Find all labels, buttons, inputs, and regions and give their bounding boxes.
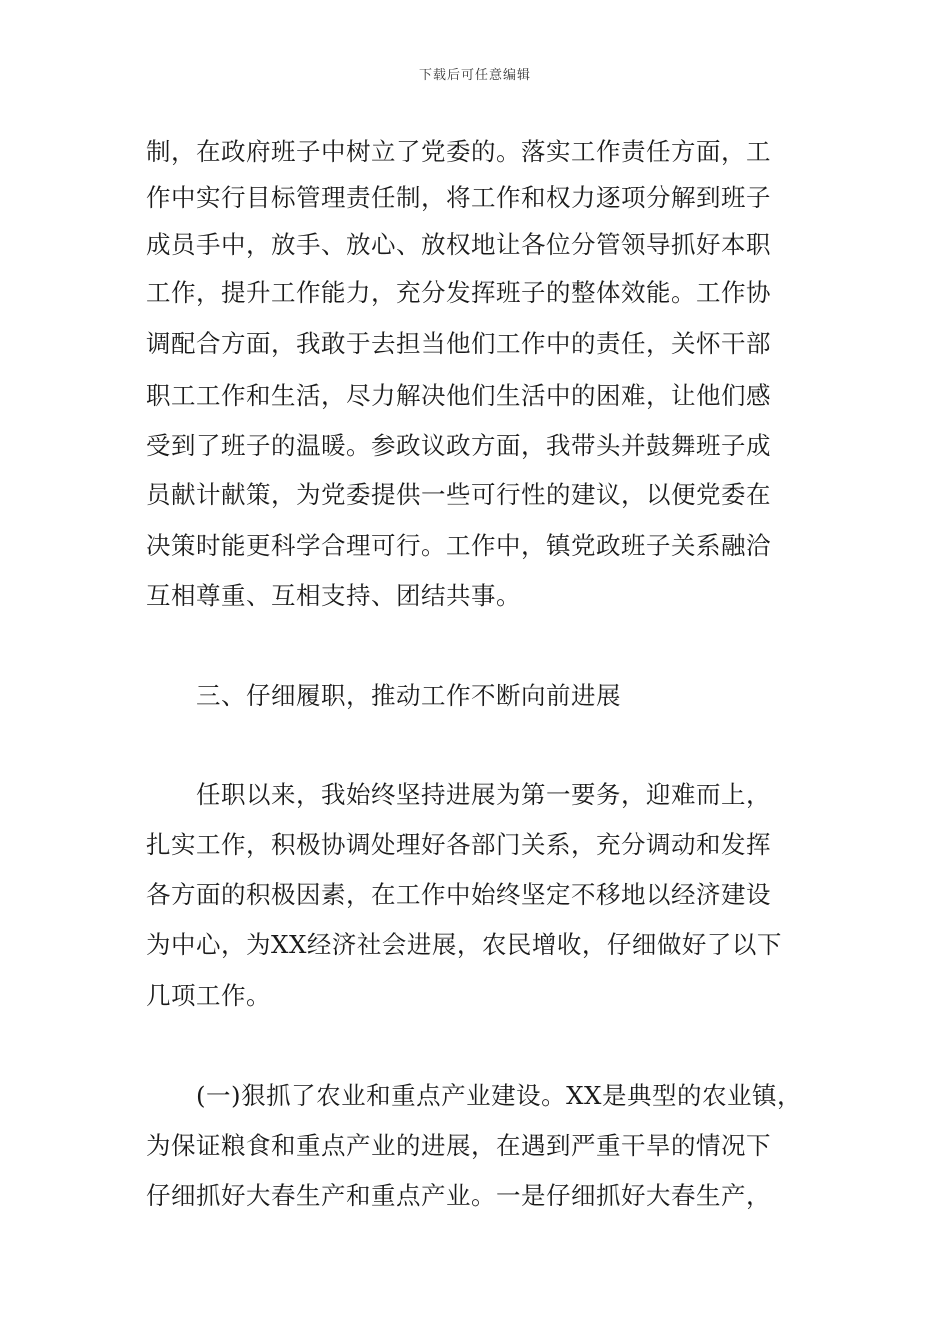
text-line: 为中心，为XX经济社会进展，农民增收，仔细做好了以下 (146, 930, 782, 959)
text-line: 作中实行目标管理责任制，将工作和权力逐项分解到班子 (146, 183, 771, 212)
text-line: 互相尊重、互相支持、团结共事。 (146, 581, 521, 610)
text-line: 受到了班子的温暖。参政议政方面，我带头并鼓舞班子成 (146, 431, 771, 460)
text-line: 为保证粮食和重点产业的进展，在遇到严重干旱的情况下 (146, 1131, 771, 1160)
text-line: 几项工作。 (146, 981, 271, 1010)
text-line: 决策时能更科学合理可行。工作中，镇党政班子关系融洽 (146, 531, 771, 560)
text-line: 制，在政府班子中树立了党委的。落实工作责任方面，工 (146, 137, 771, 166)
text-line: 各方面的积极因素，在工作中始终坚定不移地以经济建设 (146, 880, 771, 909)
text-line: 工作，提升工作能力，充分发挥班子的整体效能。工作协 (146, 278, 771, 307)
text-line: 扎实工作，积极协调处理好各部门关系，充分调动和发挥 (146, 830, 771, 859)
section-heading: 三、仔细履职，推动工作不断向前进展 (196, 681, 621, 710)
text-line: 员献计献策，为党委提供一些可行性的建议，以便党委在 (146, 480, 771, 509)
text-line: 任职以来，我始终坚持进展为第一要务，迎难而上， (196, 780, 771, 809)
text-line: 调配合方面，我敢于去担当他们工作中的责任，关怀干部 (146, 329, 771, 358)
page-header: 下载后可任意编辑 (418, 68, 531, 83)
text-line: 成员手中，放手、放心、放权地让各位分管领导抓好本职 (146, 230, 771, 259)
text-line: (一)狠抓了农业和重点产业建设。XX是典型的农业镇， (196, 1081, 802, 1110)
text-line: 职工工作和生活，尽力解决他们生活中的困难，让他们感 (146, 381, 771, 410)
text-line: 仔细抓好大春生产和重点产业。一是仔细抓好大春生产， (146, 1181, 771, 1210)
